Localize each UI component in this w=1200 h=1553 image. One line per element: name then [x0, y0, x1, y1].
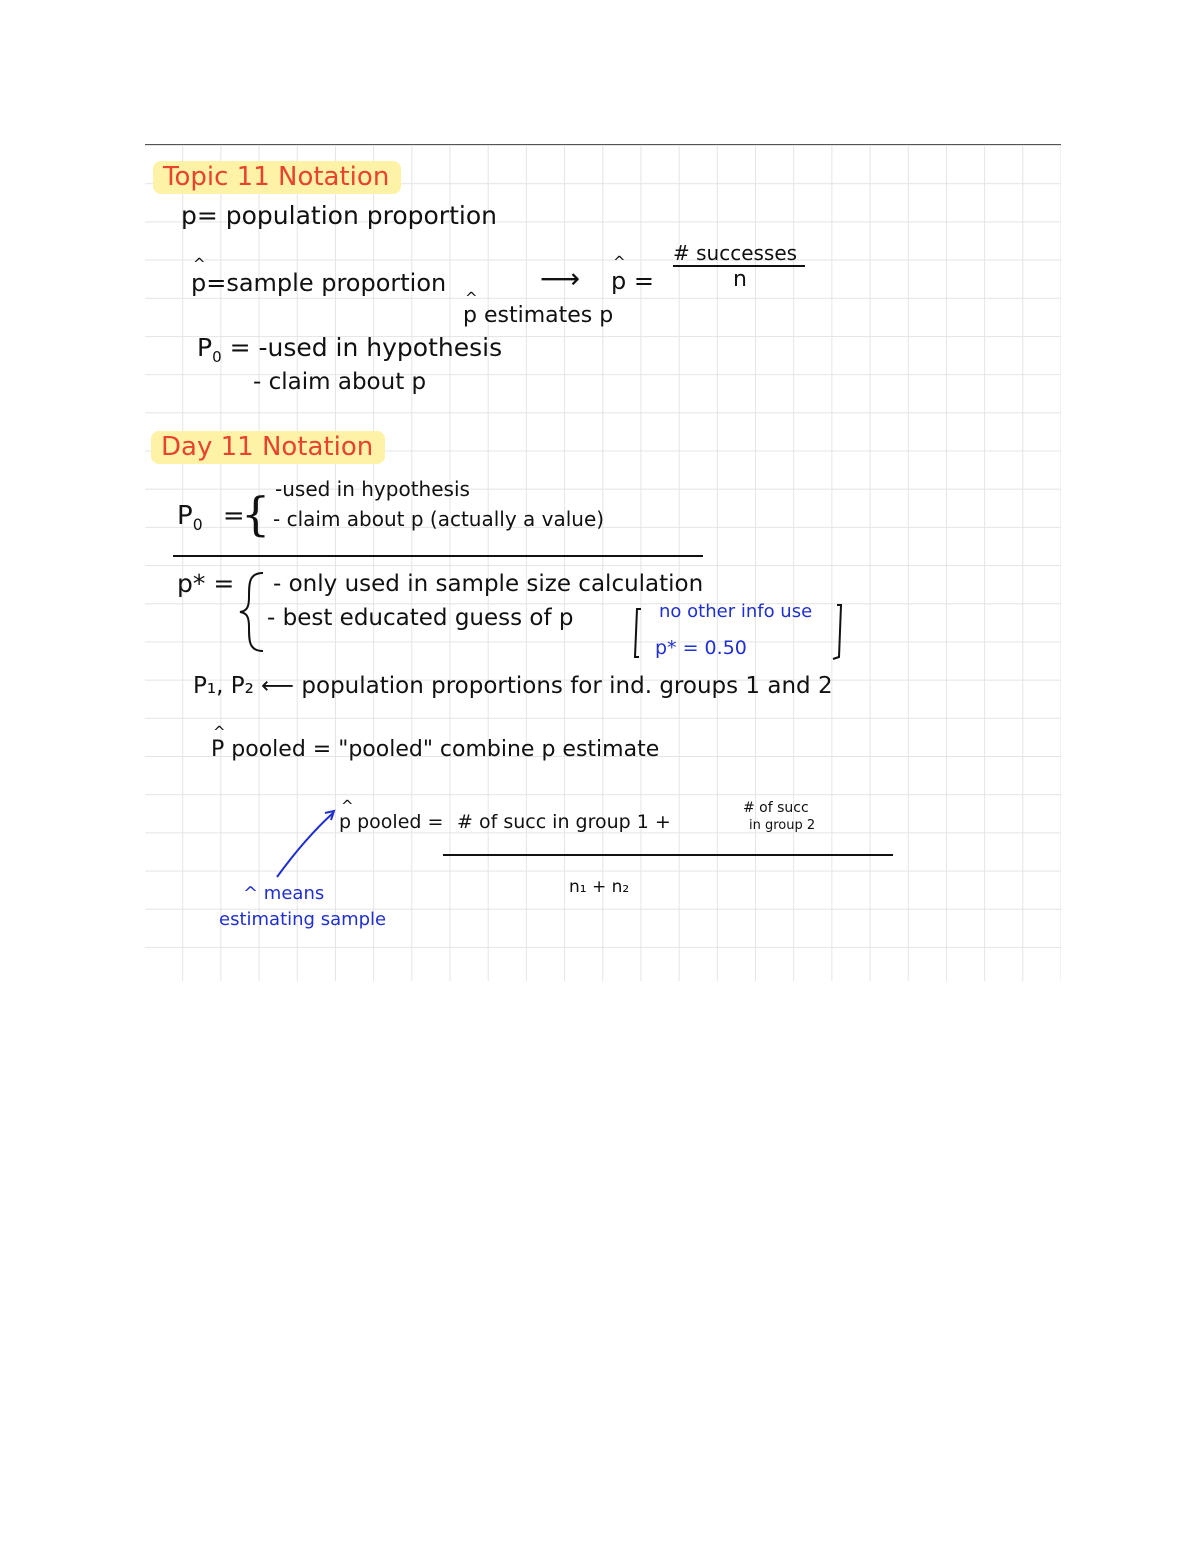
- phat-eq-symbol: ^ p: [611, 269, 626, 293]
- pstar-label: p* =: [177, 569, 235, 598]
- pstar-note-line2: p* = 0.50: [655, 637, 747, 659]
- p0-line2: - claim about p: [253, 369, 427, 395]
- phat-equals: [611, 269, 654, 293]
- pooled-formula-label: [339, 813, 443, 832]
- day-p0-letter: P: [177, 501, 193, 531]
- pooled-formula-symbol: ^ p: [339, 813, 351, 832]
- annotation-line1: ^ means: [243, 883, 325, 904]
- annotation-line2: estimating sample: [219, 909, 387, 930]
- formula-numerator-b1: # of succ: [743, 800, 809, 816]
- formula-numerator-b2: in group 2: [749, 818, 816, 833]
- pooled-definition: [211, 739, 659, 761]
- formula-fraction-bar: [443, 854, 893, 856]
- day-p0-equals: =: [222, 501, 245, 531]
- fraction-numerator: # successes: [673, 241, 798, 265]
- pooled-definition-text: pooled = "pooled" combine p estimate: [231, 737, 660, 762]
- p0-line1: = -used in hypothesis: [229, 333, 503, 362]
- pooled-formula-text: pooled =: [357, 811, 444, 833]
- p1-p2-definition: P₁, P₂ ⟵ population proportions for ind. groups 1 and 2: [193, 673, 833, 699]
- phat-definition: [191, 271, 446, 295]
- p0-definition: [197, 335, 502, 365]
- pstar-brace-icon: [237, 569, 265, 655]
- day-p0-label: [177, 503, 245, 534]
- p-definition: p= population proportion: [181, 201, 497, 230]
- day-p0-subscript: 0: [192, 516, 203, 535]
- formula-numerator-a: # of succ in group 1 +: [457, 811, 671, 833]
- pstar-note-line1: no other info use: [659, 601, 813, 622]
- p0-label: P: [197, 333, 213, 362]
- p0-subscript: 0: [212, 348, 222, 366]
- topic-heading: Topic 11 Notation: [153, 161, 401, 194]
- estimates-symbol: ^ p: [463, 305, 477, 327]
- day-heading: Day 11 Notation: [151, 431, 385, 464]
- pooled-symbol: ^ P: [211, 739, 224, 761]
- notes-page: [145, 144, 1061, 981]
- annotation-arrow-icon: [271, 805, 341, 881]
- phat-symbol: ^ p: [191, 271, 206, 295]
- day-p0-line1: -used in hypothesis: [275, 477, 470, 501]
- estimates-line: [463, 305, 613, 327]
- section-divider: [173, 555, 703, 557]
- day-p0-line2: - claim about p (actually a value): [273, 507, 605, 531]
- fraction-denominator: n: [733, 267, 747, 292]
- arrow-icon: ⟶: [540, 262, 581, 295]
- formula-denominator: n₁ + n₂: [569, 877, 630, 897]
- phat-eq-sign: =: [633, 267, 654, 295]
- pstar-line1: - only used in sample size calculation: [273, 571, 704, 597]
- pstar-line2: - best educated guess of p: [267, 605, 574, 631]
- phat-definition-text: =sample proportion: [206, 269, 447, 297]
- estimates-text: estimates p: [483, 303, 614, 328]
- day-p0-brace: {: [241, 487, 271, 541]
